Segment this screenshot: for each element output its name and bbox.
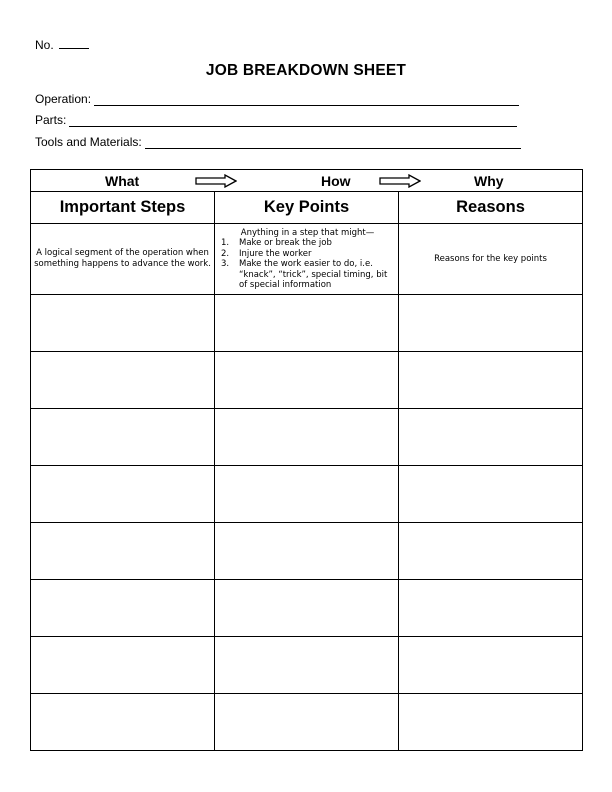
parts-blank[interactable] bbox=[69, 113, 517, 127]
key-points-cell[interactable] bbox=[215, 694, 399, 751]
right-arrow-icon bbox=[195, 174, 237, 188]
flow-what-label: What bbox=[105, 173, 140, 189]
key-points-cell[interactable] bbox=[215, 580, 399, 637]
reasons-cell[interactable] bbox=[399, 523, 583, 580]
column-header-steps: Important Steps bbox=[31, 192, 215, 224]
key-points-list bbox=[221, 238, 394, 291]
number-field bbox=[35, 37, 89, 52]
operation-label: Operation: bbox=[35, 92, 92, 106]
key-points-cell[interactable] bbox=[215, 352, 399, 409]
flow-why-label: Why bbox=[474, 173, 504, 189]
table-row bbox=[31, 637, 583, 694]
reasons-cell[interactable] bbox=[399, 580, 583, 637]
steps-cell[interactable] bbox=[31, 352, 215, 409]
number-label: No. bbox=[35, 38, 54, 52]
operation-field bbox=[35, 92, 519, 106]
list-item-text: Make or break the job bbox=[239, 238, 332, 248]
flow-cell bbox=[31, 170, 583, 192]
key-points-cell[interactable] bbox=[215, 466, 399, 523]
column-header-reasons: Reasons bbox=[399, 192, 583, 224]
steps-cell[interactable] bbox=[31, 580, 215, 637]
parts-field bbox=[35, 113, 517, 127]
breakdown-table bbox=[30, 169, 583, 751]
list-item-number: 1. bbox=[221, 238, 230, 248]
key-points-cell[interactable] bbox=[215, 637, 399, 694]
table-row bbox=[31, 523, 583, 580]
table-row bbox=[31, 466, 583, 523]
page-title: JOB BREAKDOWN SHEET bbox=[205, 62, 407, 79]
table-row bbox=[31, 580, 583, 637]
steps-description: A logical segment of the operation when something happens to advance the work. bbox=[31, 224, 215, 295]
reasons-cell[interactable] bbox=[399, 352, 583, 409]
table-row bbox=[31, 409, 583, 466]
reasons-cell[interactable] bbox=[399, 295, 583, 352]
flow-how-label: How bbox=[321, 173, 351, 189]
operation-blank[interactable] bbox=[94, 92, 519, 106]
column-header-key-points: Key Points bbox=[215, 192, 399, 224]
steps-cell[interactable] bbox=[31, 523, 215, 580]
list-item-number: 2. bbox=[221, 248, 230, 259]
steps-cell[interactable] bbox=[31, 466, 215, 523]
reasons-cell[interactable] bbox=[399, 466, 583, 523]
table-row bbox=[31, 295, 583, 352]
tools-materials-blank[interactable] bbox=[145, 135, 521, 149]
steps-cell[interactable] bbox=[31, 295, 215, 352]
key-points-cell[interactable] bbox=[215, 295, 399, 352]
description-row bbox=[31, 224, 583, 295]
key-points-cell[interactable] bbox=[215, 523, 399, 580]
key-points-description bbox=[215, 224, 399, 295]
column-header-row bbox=[31, 192, 583, 224]
steps-cell[interactable] bbox=[31, 694, 215, 751]
list-item-number: 3. bbox=[221, 259, 230, 269]
right-arrow-icon bbox=[379, 174, 421, 188]
list-item bbox=[221, 238, 394, 249]
list-item bbox=[221, 259, 394, 291]
reasons-cell[interactable] bbox=[399, 694, 583, 751]
list-item-text: Make the work easier to do, i.e. “knack”, “trick”, special timing, bit of special information bbox=[239, 259, 388, 290]
list-item-text: Injure the worker bbox=[239, 248, 312, 259]
flow-row bbox=[31, 170, 583, 192]
tools-materials-field bbox=[35, 135, 521, 149]
reasons-cell[interactable] bbox=[399, 409, 583, 466]
list-item bbox=[221, 249, 394, 260]
table-row bbox=[31, 352, 583, 409]
steps-cell[interactable] bbox=[31, 637, 215, 694]
key-points-intro: Anything in a step that might— bbox=[240, 227, 375, 238]
table-row bbox=[31, 694, 583, 751]
reasons-cell[interactable] bbox=[399, 637, 583, 694]
number-blank[interactable] bbox=[59, 37, 89, 49]
reasons-description: Reasons for the key points bbox=[399, 224, 583, 295]
parts-label: Parts: bbox=[35, 113, 67, 127]
tools-materials-label: Tools and Materials: bbox=[35, 135, 142, 149]
steps-cell[interactable] bbox=[31, 409, 215, 466]
key-points-cell[interactable] bbox=[215, 409, 399, 466]
